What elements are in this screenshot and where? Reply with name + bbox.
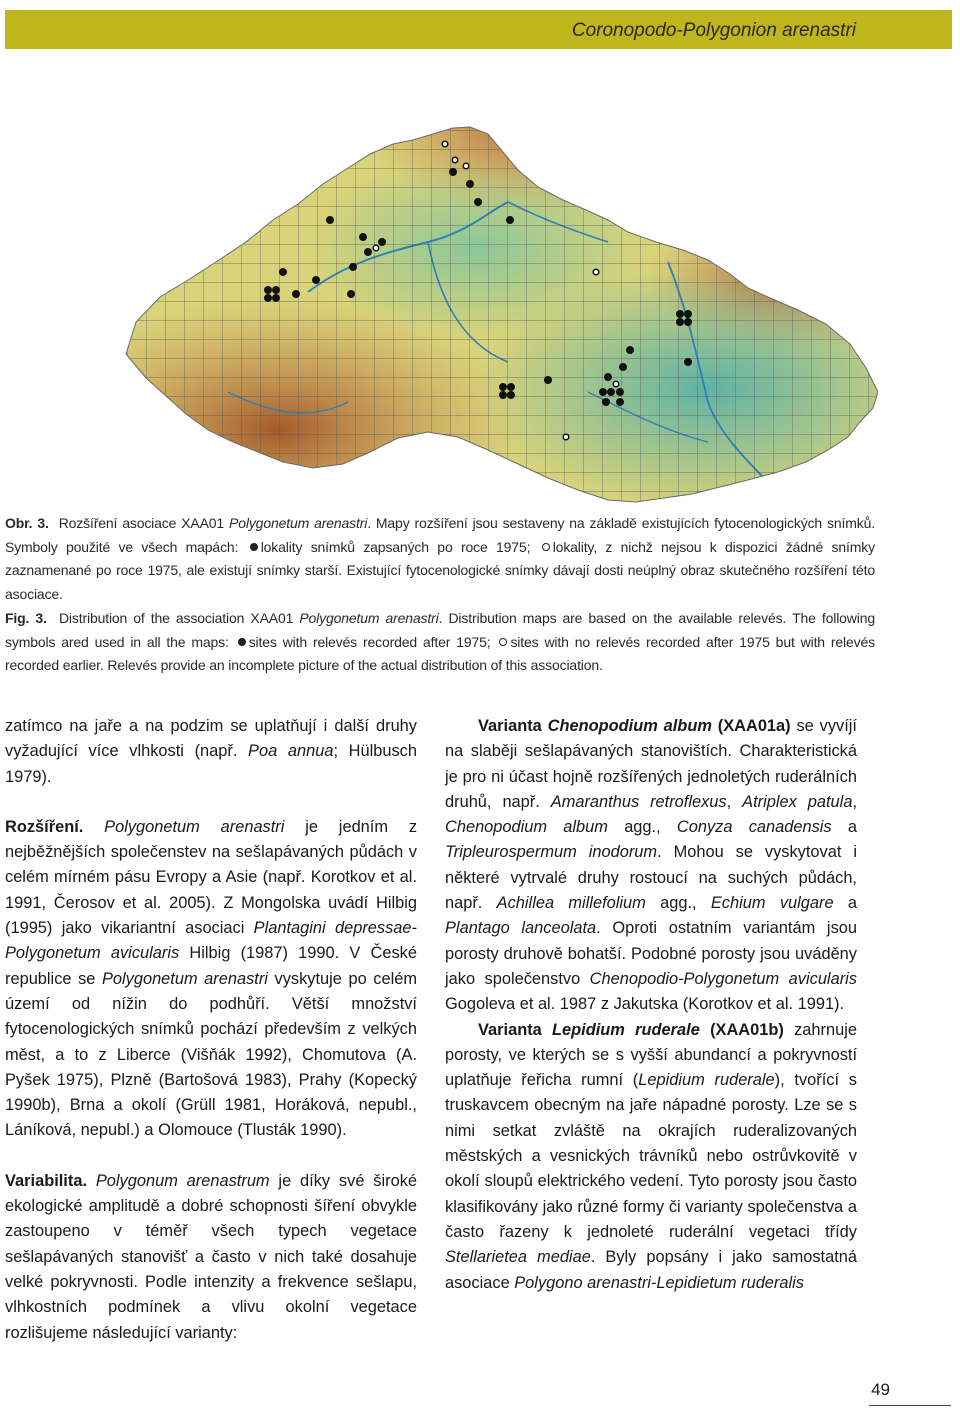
caption-en-text-3: sites with relevés recorded after 1975; <box>248 633 497 650</box>
paragraph-variant-b: Varianta Lepidium ruderale (XAA01b) zahrnuje porosty, ve kterých se s vyšší abundancí a pokryvností uplatňuje řeřicha rumní (Lepidium ruderale), tvořící s truskavcem obecným na jaře nápadné porosty. Lze se s nimi setkat zvláště na okrajích ruderalizovaných městských a vesnických trávníků nebo ostrůvkovitě v okolí sloupů elektrického vedení. Tyto porosty jsou často klasifikovány jako různé formy či varianty společenstva a často řazeny k jednoleté ruderální vegetaci třídy Stellarietea mediae. Byly popsány i jako samostatná asociace Polygono arenastri-Lepidietum ruderalis <box>445 1020 857 1292</box>
caption-cz-text-3: lokality snímků zapsaných po roce 1975; <box>260 538 539 555</box>
caption-en-text: Distribution of the association XAA01 <box>58 610 300 626</box>
caption-en <box>5 607 875 678</box>
page-number-rule <box>869 1405 951 1406</box>
paragraph-distribution: Rozšíření. Polygonetum arenastri je jedním z nejběžnějších společenstev na sešlapávaných půdách v celém mírném pásu Evropy a Asie (např. Korotkov et al. 1991, Čerosov et al. 2005). Z Mongolska uvádí Hilbig (1995) jako vikariantní asociaci Plantagini depressae-Polygonetum avicularis Hilbig (1987) 1990. V České republice se Polygonetum arenastri vyskytuje po celém území od nížin do podhůří. Větší množství fytocenologických snímků pochází především z velkých měst, a to z Liberce (Višňák 1992), Chomutova (A. Pyšek 1975), Plzně (Bartošová 1983), Prahy (Kopecký 1990b), Brna a okolí (Grüll 1981, Horáková, nepubl., Láníková, nepubl.) a Olomouce (Tlusták 1990). <box>5 817 418 1140</box>
caption-cz-label: Obr. 3. <box>5 515 49 531</box>
page-number: 49 <box>871 1380 890 1399</box>
filled-dot-icon <box>238 638 246 646</box>
caption-cz-species: Polygonetum arenastri <box>229 515 368 531</box>
section-heading-distribution: Rozšíření. <box>5 817 84 836</box>
caption-cz <box>5 512 875 606</box>
right-column <box>445 714 857 1296</box>
caption-en-label: Fig. 3. <box>5 610 47 626</box>
caption-cz-text: Rozšíření asociace XAA01 <box>58 515 230 531</box>
paragraph-variability: Variabilita. Polygonum arenastrum je díky své široké ekologické amplitudě a dobré schopnosti šíření obvykle zastoupeno v téměř všech typech vegetace sešlapávaných stanovišť a často v nich také dosahuje velké pokryvnosti. Podle intenzity a frekvence sešlapu, vlhkostních podmínek a vlivu okolní vegetace rozlišujeme následující varianty: <box>5 1171 418 1342</box>
paragraph-variant-a: Varianta Chenopodium album (XAA01a) se vyvíjí na slaběji sešlapávaných stanovištích. Charakteristická je pro ni účast hojně rozšířených jednoletých ruderálních druhů, např. Amaranthus retroflexus, Atriplex patula, Chenopodium album agg., Conyza canadensis a Tripleurospermum inodorum. Mohou se vyskytovat i některé vytrvalé druhy rostoucí na suchých půdách, např. Achillea millefolium agg., Echium vulgare a Plantago lanceolata. Oproti ostatním variantám jsou porosty druhově bohatší. Podobné porosty jsou uváděny jako společenstvo Chenopodio-Polygonetum avicularis Gogoleva et al. 1987 z Jakutska (Korotkov et al. 1991). <box>445 717 857 1014</box>
open-circle-icon <box>499 638 507 646</box>
caption-en-species: Polygonetum arenastri <box>299 610 439 626</box>
distribution-map <box>108 92 878 504</box>
section-heading-variability: Variabilita. <box>5 1171 87 1190</box>
header-bar <box>5 10 952 49</box>
filled-dot-icon <box>250 543 258 551</box>
caption-cz-text-4: lokality, z nichž nejsou k dispozici žádné snímky zaznamenané po roce 1975, ale existují snímky starší. Existující fytocenologické snímky dávají dosti neúplný obraz skutečného rozšíření této asociace. <box>5 538 875 602</box>
caption-en-text-4: sites with no relevés recorded after 1975 but with relevés recorded earlier. Relevés provide an incomplete picture of the actual distribution of this association. <box>5 633 875 673</box>
left-column <box>5 714 417 1346</box>
open-circle-icon <box>542 543 550 551</box>
paragraph-intro: zatímco na jaře a na podzim se uplatňují i další druhy vyžadující více vlhkosti (např. Poa annua; Hülbusch 1979). <box>5 717 417 786</box>
header-title: Coronopodo-Polygonion arenastri <box>571 20 856 41</box>
caption-cz-text-2: . Mapy rozšíření jsou sestaveny na základě existujících fytocenologických snímků. Symboly použité ve všech mapách: <box>5 515 875 555</box>
caption-en-text-2: . Distribution maps are based on the available relevés. The following symbols ared used in all the maps: <box>5 610 875 650</box>
